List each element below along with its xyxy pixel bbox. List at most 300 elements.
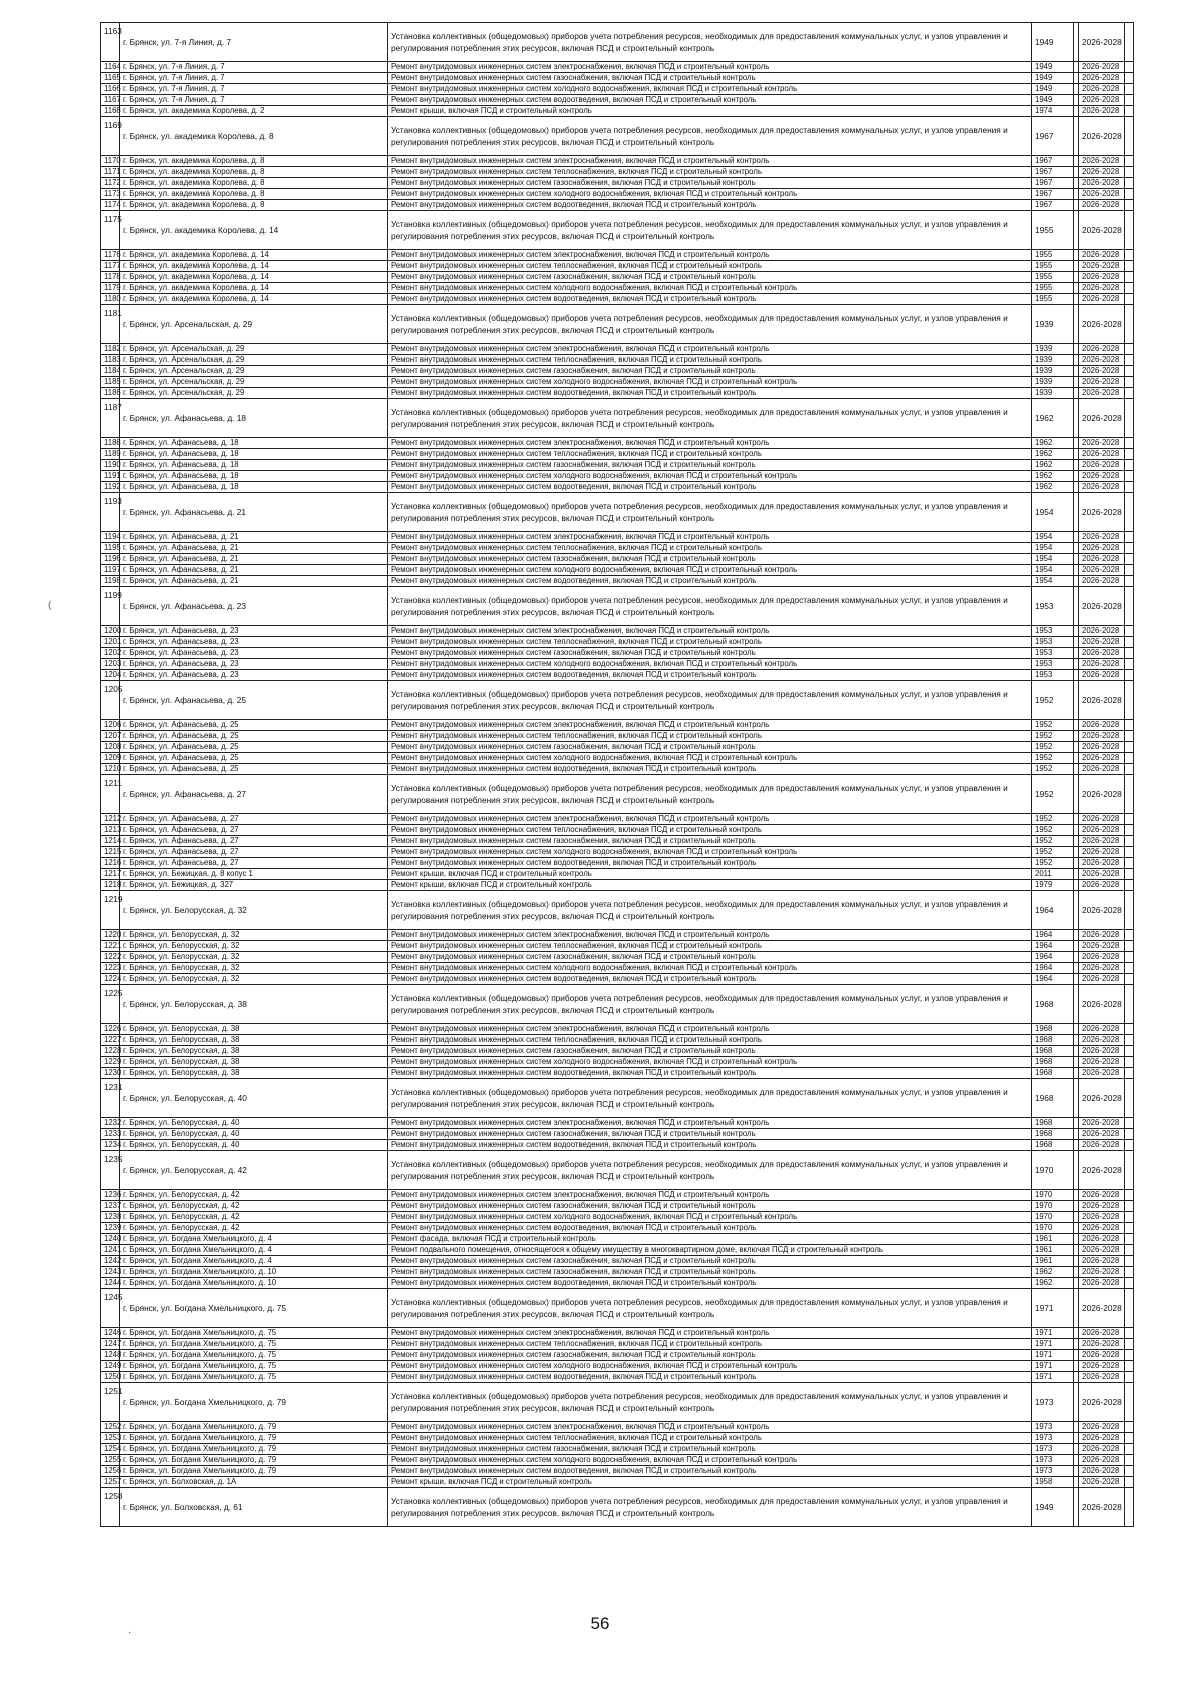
table-row — [101, 438, 1134, 449]
address-cell: г. Брянск, ул. Белорусская, д. 38 — [120, 1035, 388, 1046]
address-cell: г. Брянск, ул. Афанасьева, д. 21 — [120, 493, 388, 532]
work-type-cell: Ремонт внутридомовых инженерных систем газоснабжения, включая ПСД и строительный контроль — [388, 1444, 1032, 1455]
address-cell: г. Брянск, ул. Афанасьева, д. 27 — [120, 858, 388, 869]
empty-cell — [1125, 1245, 1134, 1256]
row-number-cell: 1218 — [101, 880, 120, 891]
table-row — [101, 1140, 1134, 1151]
empty-cell — [1125, 1267, 1134, 1278]
work-type-cell: Ремонт внутридомовых инженерных систем электроснабжения, включая ПСД и строительный контроль — [388, 626, 1032, 637]
build-year-cell: 1953 — [1032, 626, 1074, 637]
period-cell: 2026-2028 — [1079, 565, 1125, 576]
work-type-cell: Ремонт внутридомовых инженерных систем электроснабжения, включая ПСД и строительный контроль — [388, 1024, 1032, 1035]
address-cell: г. Брянск, ул. академика Королева, д. 8 — [120, 117, 388, 156]
build-year-cell: 1961 — [1032, 1256, 1074, 1267]
empty-cell — [1125, 1140, 1134, 1151]
empty-cell — [1125, 1151, 1134, 1190]
row-number-cell: 1212 — [101, 814, 120, 825]
table-row — [101, 1118, 1134, 1129]
period-cell: 2026-2028 — [1079, 1256, 1125, 1267]
period-cell: 2026-2028 — [1079, 554, 1125, 565]
address-cell: г. Брянск, ул. Белорусская, д. 38 — [120, 1057, 388, 1068]
empty-cell — [1125, 731, 1134, 742]
work-type-cell: Ремонт внутридомовых инженерных систем теплоснабжения, включая ПСД и строительный контроль — [388, 355, 1032, 366]
address-cell: г. Брянск, ул. академика Королева, д. 14 — [120, 294, 388, 305]
period-cell: 2026-2028 — [1079, 1350, 1125, 1361]
build-year-cell: 1958 — [1032, 1477, 1074, 1488]
build-year-cell: 1964 — [1032, 930, 1074, 941]
row-number-cell: 1181 — [101, 305, 120, 344]
build-year-cell: 1952 — [1032, 742, 1074, 753]
build-year-cell: 1970 — [1032, 1190, 1074, 1201]
build-year-cell: 1968 — [1032, 1140, 1074, 1151]
build-year-cell: 1952 — [1032, 753, 1074, 764]
empty-cell — [1125, 1372, 1134, 1383]
period-cell: 2026-2028 — [1079, 272, 1125, 283]
empty-cell — [1125, 637, 1134, 648]
empty-cell — [1125, 1079, 1134, 1118]
address-cell: г. Брянск, ул. Белорусская, д. 42 — [120, 1190, 388, 1201]
build-year-cell: 1967 — [1032, 189, 1074, 200]
row-number-cell: 1176 — [101, 250, 120, 261]
row-number-cell: 1209 — [101, 753, 120, 764]
row-number-cell: 1211 — [101, 775, 120, 814]
period-cell: 2026-2028 — [1079, 626, 1125, 637]
empty-cell — [1125, 587, 1134, 626]
work-type-cell: Ремонт внутридомовых инженерных систем водоотведения, включая ПСД и строительный контроль — [388, 1068, 1032, 1079]
row-number-cell: 1202 — [101, 648, 120, 659]
empty-cell — [1125, 377, 1134, 388]
empty-cell — [1125, 742, 1134, 753]
work-type-cell: Установка коллективных (общедомовых) приборов учета потребления ресурсов, необходимых для предоставления коммунальных услуг, и узлов управления и регулирования потребления этих ресурсов, включая ПСД и строительный контроль — [388, 1151, 1032, 1190]
work-type-cell: Ремонт внутридомовых инженерных систем газоснабжения, включая ПСД и строительный контроль — [388, 1350, 1032, 1361]
row-number-cell: 1195 — [101, 543, 120, 554]
build-year-cell: 1952 — [1032, 825, 1074, 836]
table-row — [101, 985, 1134, 1024]
build-year-cell: 1962 — [1032, 1267, 1074, 1278]
build-year-cell: 1973 — [1032, 1466, 1074, 1477]
period-cell: 2026-2028 — [1079, 377, 1125, 388]
work-type-cell: Ремонт подвального помещения, относящегося к общему имуществу в многоквартирном доме, включая ПСД и строительный контроль — [388, 1245, 1032, 1256]
row-number-cell: 1249 — [101, 1361, 120, 1372]
period-cell: 2026-2028 — [1079, 449, 1125, 460]
build-year-cell: 1939 — [1032, 305, 1074, 344]
address-cell: г. Брянск, ул. Богдана Хмельницкого, д. 79 — [120, 1444, 388, 1455]
period-cell: 2026-2028 — [1079, 681, 1125, 720]
address-cell: г. Брянск, ул. Афанасьева, д. 18 — [120, 471, 388, 482]
empty-cell — [1125, 211, 1134, 250]
build-year-cell: 1939 — [1032, 344, 1074, 355]
table-row — [101, 294, 1134, 305]
build-year-cell: 1962 — [1032, 482, 1074, 493]
table-row — [101, 117, 1134, 156]
build-year-cell: 1953 — [1032, 659, 1074, 670]
address-cell: г. Брянск, ул. Афанасьева, д. 27 — [120, 847, 388, 858]
table-row — [101, 449, 1134, 460]
build-year-cell: 1979 — [1032, 880, 1074, 891]
row-number-cell: 1233 — [101, 1129, 120, 1140]
address-cell: г. Брянск, ул. 7-я Линия, д. 7 — [120, 23, 388, 62]
row-number-cell: 1231 — [101, 1079, 120, 1118]
period-cell: 2026-2028 — [1079, 637, 1125, 648]
footer-dot: · — [128, 1627, 132, 1638]
build-year-cell: 1974 — [1032, 106, 1074, 117]
period-cell: 2026-2028 — [1079, 985, 1125, 1024]
build-year-cell: 1954 — [1032, 543, 1074, 554]
address-cell: г. Брянск, ул. Белорусская, д. 32 — [120, 974, 388, 985]
period-cell: 2026-2028 — [1079, 659, 1125, 670]
build-year-cell: 1968 — [1032, 1118, 1074, 1129]
address-cell: г. Брянск, ул. Афанасьева, д. 23 — [120, 648, 388, 659]
work-type-cell: Ремонт внутридомовых инженерных систем холодного водоснабжения, включая ПСД и строительный контроль — [388, 1361, 1032, 1372]
table-row — [101, 460, 1134, 471]
build-year-cell: 1962 — [1032, 471, 1074, 482]
work-type-cell: Ремонт внутридомовых инженерных систем водоотведения, включая ПСД и строительный контроль — [388, 858, 1032, 869]
table-row — [101, 858, 1134, 869]
build-year-cell: 1968 — [1032, 1024, 1074, 1035]
build-year-cell: 1952 — [1032, 847, 1074, 858]
work-type-cell: Ремонт внутридомовых инженерных систем теплоснабжения, включая ПСД и строительный контроль — [388, 825, 1032, 836]
empty-cell — [1125, 305, 1134, 344]
row-number-cell: 1199 — [101, 587, 120, 626]
table-row — [101, 178, 1134, 189]
table-row — [101, 377, 1134, 388]
build-year-cell: 1955 — [1032, 283, 1074, 294]
table-row — [101, 681, 1134, 720]
period-cell: 2026-2028 — [1079, 941, 1125, 952]
address-cell: г. Брянск, ул. академика Королева, д. 14 — [120, 272, 388, 283]
build-year-cell: 1962 — [1032, 460, 1074, 471]
row-number-cell: 1252 — [101, 1422, 120, 1433]
address-cell: г. Брянск, ул. Арсенальская, д. 29 — [120, 377, 388, 388]
period-cell: 2026-2028 — [1079, 952, 1125, 963]
build-year-cell: 1955 — [1032, 261, 1074, 272]
build-year-cell: 1953 — [1032, 648, 1074, 659]
empty-cell — [1125, 930, 1134, 941]
empty-cell — [1125, 1361, 1134, 1372]
address-cell: г. Брянск, ул. академика Королева, д. 14 — [120, 250, 388, 261]
work-type-cell: Ремонт внутридомовых инженерных систем теплоснабжения, включая ПСД и строительный контроль — [388, 261, 1032, 272]
table-row — [101, 742, 1134, 753]
build-year-cell: 1955 — [1032, 250, 1074, 261]
empty-cell — [1125, 1212, 1134, 1223]
address-cell: г. Брянск, ул. Богдана Хмельницкого, д. 4 — [120, 1234, 388, 1245]
table-row — [101, 1466, 1134, 1477]
work-type-cell: Ремонт внутридомовых инженерных систем электроснабжения, включая ПСД и строительный контроль — [388, 250, 1032, 261]
row-number-cell: 1194 — [101, 532, 120, 543]
address-cell: г. Брянск, ул. Афанасьева, д. 18 — [120, 449, 388, 460]
work-type-cell: Ремонт внутридомовых инженерных систем холодного водоснабжения, включая ПСД и строительный контроль — [388, 377, 1032, 388]
row-number-cell: 1182 — [101, 344, 120, 355]
table-row — [101, 814, 1134, 825]
table-row — [101, 1444, 1134, 1455]
table-row — [101, 587, 1134, 626]
row-number-cell: 1178 — [101, 272, 120, 283]
empty-cell — [1125, 399, 1134, 438]
period-cell: 2026-2028 — [1079, 1466, 1125, 1477]
table-row — [101, 23, 1134, 62]
work-type-cell: Ремонт внутридомовых инженерных систем электроснабжения, включая ПСД и строительный контроль — [388, 930, 1032, 941]
period-cell: 2026-2028 — [1079, 355, 1125, 366]
build-year-cell: 1968 — [1032, 1129, 1074, 1140]
table-row — [101, 952, 1134, 963]
work-type-cell: Ремонт внутридомовых инженерных систем газоснабжения, включая ПСД и строительный контроль — [388, 1129, 1032, 1140]
row-number-cell: 1170 — [101, 156, 120, 167]
work-type-cell: Ремонт внутридомовых инженерных систем водоотведения, включая ПСД и строительный контроль — [388, 1223, 1032, 1234]
period-cell: 2026-2028 — [1079, 1372, 1125, 1383]
table-row — [101, 930, 1134, 941]
period-cell: 2026-2028 — [1079, 471, 1125, 482]
period-cell: 2026-2028 — [1079, 1433, 1125, 1444]
empty-cell — [1125, 880, 1134, 891]
build-year-cell: 1953 — [1032, 670, 1074, 681]
work-type-cell: Установка коллективных (общедомовых) приборов учета потребления ресурсов, необходимых для предоставления коммунальных услуг, и узлов управления и регулирования потребления этих ресурсов, включая ПСД и строительный контроль — [388, 117, 1032, 156]
period-cell: 2026-2028 — [1079, 742, 1125, 753]
empty-cell — [1125, 814, 1134, 825]
row-number-cell: 1244 — [101, 1278, 120, 1289]
address-cell: г. Брянск, ул. Афанасьева, д. 23 — [120, 587, 388, 626]
row-number-cell: 1197 — [101, 565, 120, 576]
table-row — [101, 471, 1134, 482]
row-number-cell: 1204 — [101, 670, 120, 681]
period-cell: 2026-2028 — [1079, 366, 1125, 377]
address-cell: г. Брянск, ул. Афанасьева, д. 25 — [120, 742, 388, 753]
row-number-cell: 1237 — [101, 1201, 120, 1212]
empty-cell — [1125, 449, 1134, 460]
work-type-cell: Ремонт внутридомовых инженерных систем водоотведения, включая ПСД и строительный контроль — [388, 1140, 1032, 1151]
empty-cell — [1125, 1057, 1134, 1068]
period-cell: 2026-2028 — [1079, 1328, 1125, 1339]
row-number-cell: 1210 — [101, 764, 120, 775]
empty-cell — [1125, 1035, 1134, 1046]
address-cell: г. Брянск, ул. Белорусская, д. 40 — [120, 1129, 388, 1140]
row-number-cell: 1257 — [101, 1477, 120, 1488]
address-cell: г. Брянск, ул. Афанасьева, д. 23 — [120, 637, 388, 648]
row-number-cell: 1247 — [101, 1339, 120, 1350]
period-cell: 2026-2028 — [1079, 731, 1125, 742]
build-year-cell: 1971 — [1032, 1350, 1074, 1361]
work-type-cell: Ремонт внутридомовых инженерных систем теплоснабжения, включая ПСД и строительный контроль — [388, 543, 1032, 554]
row-number-cell: 1245 — [101, 1289, 120, 1328]
row-number-cell: 1236 — [101, 1190, 120, 1201]
address-cell: г. Брянск, ул. Богдана Хмельницкого, д. 75 — [120, 1289, 388, 1328]
table-row — [101, 1350, 1134, 1361]
row-number-cell: 1208 — [101, 742, 120, 753]
address-cell: г. Брянск, ул. Афанасьева, д. 21 — [120, 565, 388, 576]
work-type-cell: Ремонт внутридомовых инженерных систем теплоснабжения, включая ПСД и строительный контроль — [388, 731, 1032, 742]
table-row — [101, 283, 1134, 294]
address-cell: г. Брянск, ул. Афанасьева, д. 25 — [120, 764, 388, 775]
empty-cell — [1125, 355, 1134, 366]
build-year-cell: 1949 — [1032, 73, 1074, 84]
period-cell: 2026-2028 — [1079, 1046, 1125, 1057]
period-cell: 2026-2028 — [1079, 891, 1125, 930]
work-type-cell: Установка коллективных (общедомовых) приборов учета потребления ресурсов, необходимых для предоставления коммунальных услуг, и узлов управления и регулирования потребления этих ресурсов, включая ПСД и строительный контроль — [388, 891, 1032, 930]
table-row — [101, 1129, 1134, 1140]
table-row — [101, 554, 1134, 565]
build-year-cell: 1967 — [1032, 178, 1074, 189]
address-cell: г. Брянск, ул. Бежицкая, д. 327 — [120, 880, 388, 891]
empty-cell — [1125, 156, 1134, 167]
work-type-cell: Ремонт внутридомовых инженерных систем холодного водоснабжения, включая ПСД и строительный контроль — [388, 1455, 1032, 1466]
period-cell: 2026-2028 — [1079, 1212, 1125, 1223]
build-year-cell: 1939 — [1032, 355, 1074, 366]
period-cell: 2026-2028 — [1079, 388, 1125, 399]
address-cell: г. Брянск, ул. Богдана Хмельницкого, д. 10 — [120, 1278, 388, 1289]
period-cell: 2026-2028 — [1079, 1079, 1125, 1118]
table-row — [101, 493, 1134, 532]
address-cell: г. Брянск, ул. Белорусская, д. 38 — [120, 985, 388, 1024]
period-cell: 2026-2028 — [1079, 532, 1125, 543]
work-type-cell: Ремонт внутридомовых инженерных систем газоснабжения, включая ПСД и строительный контроль — [388, 1256, 1032, 1267]
work-type-cell: Ремонт внутридомовых инженерных систем холодного водоснабжения, включая ПСД и строительный контроль — [388, 565, 1032, 576]
period-cell: 2026-2028 — [1079, 1278, 1125, 1289]
empty-cell — [1125, 178, 1134, 189]
address-cell: г. Брянск, ул. Богдана Хмельницкого, д. 75 — [120, 1328, 388, 1339]
build-year-cell: 1954 — [1032, 532, 1074, 543]
row-number-cell: 1248 — [101, 1350, 120, 1361]
build-year-cell: 1952 — [1032, 731, 1074, 742]
row-number-cell: 1183 — [101, 355, 120, 366]
table-row — [101, 891, 1134, 930]
empty-cell — [1125, 1289, 1134, 1328]
address-cell: г. Брянск, ул. Богдана Хмельницкого, д. 79 — [120, 1422, 388, 1433]
work-type-cell: Ремонт внутридомовых инженерных систем теплоснабжения, включая ПСД и строительный контроль — [388, 449, 1032, 460]
table-row — [101, 880, 1134, 891]
period-cell: 2026-2028 — [1079, 1245, 1125, 1256]
row-number-cell: 1203 — [101, 659, 120, 670]
table-row — [101, 1339, 1134, 1350]
empty-cell — [1125, 471, 1134, 482]
row-number-cell: 1179 — [101, 283, 120, 294]
build-year-cell: 1953 — [1032, 587, 1074, 626]
row-number-cell: 1250 — [101, 1372, 120, 1383]
period-cell: 2026-2028 — [1079, 1361, 1125, 1372]
period-cell: 2026-2028 — [1079, 587, 1125, 626]
row-number-cell: 1200 — [101, 626, 120, 637]
empty-cell — [1125, 681, 1134, 720]
work-type-cell: Ремонт внутридомовых инженерных систем газоснабжения, включая ПСД и строительный контроль — [388, 952, 1032, 963]
empty-cell — [1125, 1278, 1134, 1289]
work-type-cell: Ремонт внутридомовых инженерных систем газоснабжения, включая ПСД и строительный контроль — [388, 836, 1032, 847]
period-cell: 2026-2028 — [1079, 23, 1125, 62]
address-cell: г. Брянск, ул. Белорусская, д. 40 — [120, 1118, 388, 1129]
build-year-cell: 1954 — [1032, 493, 1074, 532]
period-cell: 2026-2028 — [1079, 576, 1125, 587]
work-type-cell: Ремонт внутридомовых инженерных систем электроснабжения, включая ПСД и строительный контроль — [388, 720, 1032, 731]
empty-cell — [1125, 250, 1134, 261]
address-cell: г. Брянск, ул. Белорусская, д. 42 — [120, 1201, 388, 1212]
work-type-cell: Ремонт внутридомовых инженерных систем электроснабжения, включая ПСД и строительный контроль — [388, 1328, 1032, 1339]
empty-cell — [1125, 659, 1134, 670]
address-cell: г. Брянск, ул. Афанасьева, д. 25 — [120, 720, 388, 731]
empty-cell — [1125, 106, 1134, 117]
empty-cell — [1125, 775, 1134, 814]
row-number-cell: 1175 — [101, 211, 120, 250]
work-type-cell: Ремонт внутридомовых инженерных систем водоотведения, включая ПСД и строительный контроль — [388, 200, 1032, 211]
empty-cell — [1125, 84, 1134, 95]
address-cell: г. Брянск, ул. 7-я Линия, д. 7 — [120, 95, 388, 106]
table-row — [101, 532, 1134, 543]
build-year-cell: 1967 — [1032, 200, 1074, 211]
row-number-cell: 1172 — [101, 178, 120, 189]
empty-cell — [1125, 388, 1134, 399]
address-cell: г. Брянск, ул. Белорусская, д. 38 — [120, 1024, 388, 1035]
period-cell: 2026-2028 — [1079, 117, 1125, 156]
empty-cell — [1125, 543, 1134, 554]
work-type-cell: Ремонт внутридомовых инженерных систем холодного водоснабжения, включая ПСД и строительный контроль — [388, 659, 1032, 670]
period-cell: 2026-2028 — [1079, 1488, 1125, 1527]
empty-cell — [1125, 460, 1134, 471]
build-year-cell: 1968 — [1032, 1046, 1074, 1057]
work-type-cell: Установка коллективных (общедомовых) приборов учета потребления ресурсов, необходимых для предоставления коммунальных услуг, и узлов управления и регулирования потребления этих ресурсов, включая ПСД и строительный контроль — [388, 23, 1032, 62]
work-type-cell: Ремонт внутридомовых инженерных систем газоснабжения, включая ПСД и строительный контроль — [388, 742, 1032, 753]
period-cell: 2026-2028 — [1079, 261, 1125, 272]
address-cell: г. Брянск, ул. академика Королева, д. 2 — [120, 106, 388, 117]
build-year-cell: 1964 — [1032, 974, 1074, 985]
empty-cell — [1125, 23, 1134, 62]
address-cell: г. Брянск, ул. Афанасьева, д. 27 — [120, 836, 388, 847]
row-number-cell: 1215 — [101, 847, 120, 858]
period-cell: 2026-2028 — [1079, 869, 1125, 880]
empty-cell — [1125, 576, 1134, 587]
row-number-cell: 1234 — [101, 1140, 120, 1151]
row-number-cell: 1189 — [101, 449, 120, 460]
build-year-cell: 1939 — [1032, 366, 1074, 377]
empty-cell — [1125, 167, 1134, 178]
address-cell: г. Брянск, ул. Белорусская, д. 32 — [120, 941, 388, 952]
row-number-cell: 1228 — [101, 1046, 120, 1057]
empty-cell — [1125, 1350, 1134, 1361]
table-row — [101, 1383, 1134, 1422]
address-cell: г. Брянск, ул. Белорусская, д. 42 — [120, 1223, 388, 1234]
period-cell: 2026-2028 — [1079, 106, 1125, 117]
period-cell: 2026-2028 — [1079, 344, 1125, 355]
table-row — [101, 670, 1134, 681]
empty-cell — [1125, 985, 1134, 1024]
period-cell: 2026-2028 — [1079, 543, 1125, 554]
address-cell: г. Брянск, ул. Афанасьева, д. 21 — [120, 543, 388, 554]
address-cell: г. Брянск, ул. Белорусская, д. 32 — [120, 963, 388, 974]
row-number-cell: 1241 — [101, 1245, 120, 1256]
row-number-cell: 1242 — [101, 1256, 120, 1267]
work-type-cell: Ремонт внутридомовых инженерных систем газоснабжения, включая ПСД и строительный контроль — [388, 73, 1032, 84]
empty-cell — [1125, 1488, 1134, 1527]
period-cell: 2026-2028 — [1079, 200, 1125, 211]
work-type-cell: Ремонт внутридомовых инженерных систем водоотведения, включая ПСД и строительный контроль — [388, 576, 1032, 587]
table-row — [101, 869, 1134, 880]
address-cell: г. Брянск, ул. Афанасьева, д. 25 — [120, 681, 388, 720]
period-cell: 2026-2028 — [1079, 399, 1125, 438]
empty-cell — [1125, 1129, 1134, 1140]
row-number-cell: 1246 — [101, 1328, 120, 1339]
address-cell: г. Брянск, ул. Белорусская, д. 40 — [120, 1140, 388, 1151]
build-year-cell: 1967 — [1032, 117, 1074, 156]
address-cell: г. Брянск, ул. Богдана Хмельницкого, д. 79 — [120, 1466, 388, 1477]
address-cell: г. Брянск, ул. Богдана Хмельницкого, д. 4 — [120, 1245, 388, 1256]
row-number-cell: 1219 — [101, 891, 120, 930]
table-row — [101, 764, 1134, 775]
empty-cell — [1125, 1455, 1134, 1466]
work-type-cell: Ремонт внутридомовых инженерных систем газоснабжения, включая ПСД и строительный контроль — [388, 1201, 1032, 1212]
row-number-cell: 1165 — [101, 73, 120, 84]
work-type-cell: Ремонт внутридомовых инженерных систем теплоснабжения, включая ПСД и строительный контроль — [388, 1339, 1032, 1350]
work-type-cell: Ремонт внутридомовых инженерных систем электроснабжения, включая ПСД и строительный контроль — [388, 62, 1032, 73]
empty-cell — [1125, 283, 1134, 294]
period-cell: 2026-2028 — [1079, 670, 1125, 681]
period-cell: 2026-2028 — [1079, 963, 1125, 974]
address-cell: г. Брянск, ул. Арсенальская, д. 29 — [120, 366, 388, 377]
period-cell: 2026-2028 — [1079, 1057, 1125, 1068]
